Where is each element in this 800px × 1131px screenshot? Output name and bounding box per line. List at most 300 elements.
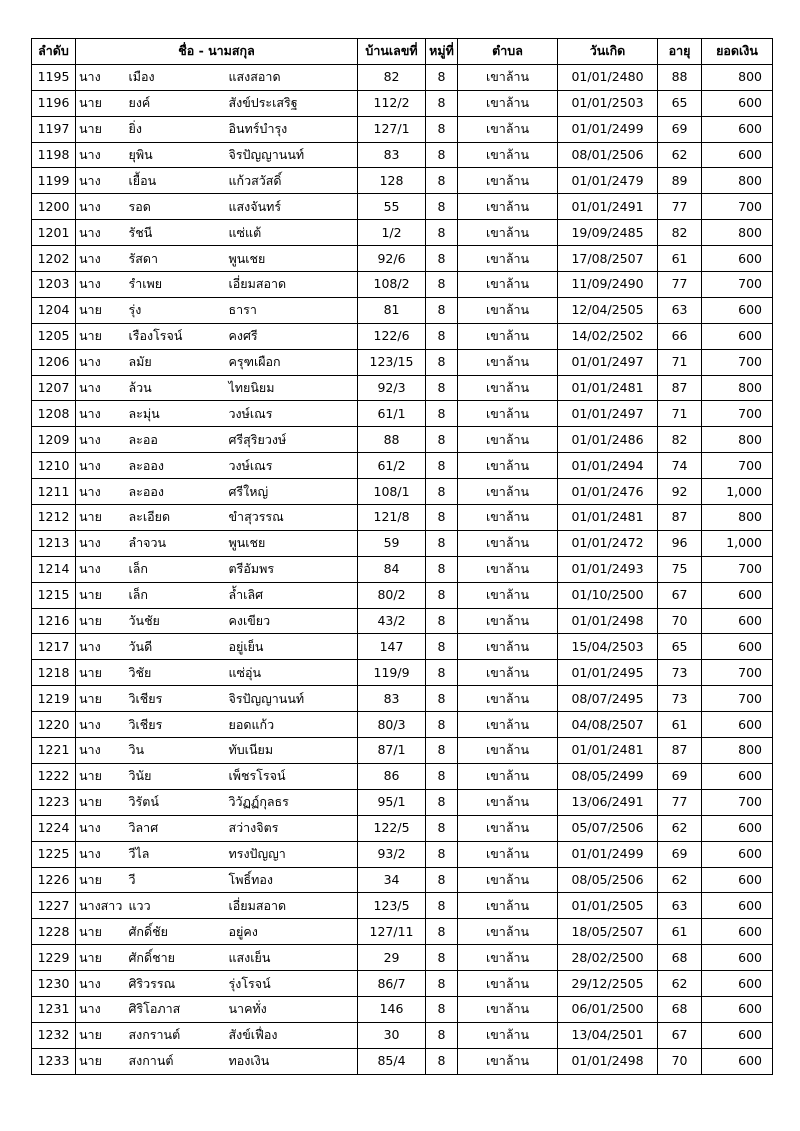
cell-tambon: เขาล้าน (458, 945, 558, 971)
cell-house-no: 59 (358, 530, 426, 556)
cell-age: 63 (658, 297, 702, 323)
cell-last-name: โพธิ์ทอง (226, 867, 358, 893)
cell-tambon: เขาล้าน (458, 763, 558, 789)
cell-last-name: ธารา (226, 297, 358, 323)
cell-first-name: วิเชียร (126, 712, 226, 738)
cell-last-name: แซ่อุ่น (226, 660, 358, 686)
cell-title: นาง (76, 246, 126, 272)
cell-title: นาย (76, 116, 126, 142)
cell-amount: 800 (702, 168, 773, 194)
cell-no: 1224 (32, 815, 76, 841)
cell-no: 1202 (32, 246, 76, 272)
cell-amount: 700 (702, 194, 773, 220)
cell-no: 1196 (32, 90, 76, 116)
cell-no: 1219 (32, 686, 76, 712)
cell-amount: 600 (702, 90, 773, 116)
cell-tambon: เขาล้าน (458, 971, 558, 997)
cell-house-no: 112/2 (358, 90, 426, 116)
cell-first-name: รัสดา (126, 246, 226, 272)
table-row (32, 686, 773, 712)
cell-title: นาง (76, 841, 126, 867)
table-row (32, 64, 773, 90)
cell-title: นาง (76, 349, 126, 375)
cell-last-name: แสงสอาด (226, 64, 358, 90)
cell-tambon: เขาล้าน (458, 220, 558, 246)
cell-birthdate: 29/12/2505 (558, 971, 658, 997)
cell-house-no: 84 (358, 556, 426, 582)
cell-amount: 1,000 (702, 530, 773, 556)
table-row (32, 1048, 773, 1074)
cell-tambon: เขาล้าน (458, 479, 558, 505)
cell-birthdate: 01/01/2479 (558, 168, 658, 194)
cell-age: 70 (658, 1048, 702, 1074)
cell-first-name: เล็ก (126, 582, 226, 608)
cell-birthdate: 05/07/2506 (558, 815, 658, 841)
cell-house-no: 30 (358, 1022, 426, 1048)
cell-first-name: ศักดิ์ชาย (126, 945, 226, 971)
header-age: อายุ (658, 39, 702, 65)
cell-first-name: วีไล (126, 841, 226, 867)
cell-moo: 8 (426, 349, 458, 375)
cell-no: 1201 (32, 220, 76, 246)
cell-moo: 8 (426, 556, 458, 582)
cell-no: 1199 (32, 168, 76, 194)
cell-birthdate: 01/01/2497 (558, 349, 658, 375)
cell-no: 1227 (32, 893, 76, 919)
cell-no: 1206 (32, 349, 76, 375)
cell-first-name: ศิริวรรณ (126, 971, 226, 997)
cell-tambon: เขาล้าน (458, 686, 558, 712)
cell-house-no: 93/2 (358, 841, 426, 867)
cell-amount: 700 (702, 789, 773, 815)
cell-first-name: ยงค์ (126, 90, 226, 116)
cell-age: 67 (658, 582, 702, 608)
cell-birthdate: 08/07/2495 (558, 686, 658, 712)
cell-tambon: เขาล้าน (458, 919, 558, 945)
table-row (32, 427, 773, 453)
cell-first-name: วิชัย (126, 660, 226, 686)
cell-tambon: เขาล้าน (458, 815, 558, 841)
cell-birthdate: 19/09/2485 (558, 220, 658, 246)
cell-house-no: 108/1 (358, 479, 426, 505)
cell-title: นาง (76, 815, 126, 841)
cell-age: 82 (658, 220, 702, 246)
table-row (32, 996, 773, 1022)
cell-house-no: 123/5 (358, 893, 426, 919)
cell-moo: 8 (426, 64, 458, 90)
cell-title: นาง (76, 64, 126, 90)
cell-house-no: 121/8 (358, 505, 426, 531)
cell-age: 61 (658, 712, 702, 738)
cell-birthdate: 08/01/2506 (558, 142, 658, 168)
cell-tambon: เขาล้าน (458, 738, 558, 764)
cell-first-name: เมือง (126, 64, 226, 90)
cell-title: นาย (76, 1048, 126, 1074)
cell-last-name: รุ่งโรจน์ (226, 971, 358, 997)
cell-house-no: 127/11 (358, 919, 426, 945)
cell-tambon: เขาล้าน (458, 582, 558, 608)
cell-age: 87 (658, 375, 702, 401)
cell-title: นาย (76, 686, 126, 712)
cell-amount: 600 (702, 919, 773, 945)
header-tambon: ตำบล (458, 39, 558, 65)
cell-moo: 8 (426, 220, 458, 246)
table-row (32, 90, 773, 116)
cell-moo: 8 (426, 142, 458, 168)
cell-first-name: วันดี (126, 634, 226, 660)
cell-tambon: เขาล้าน (458, 168, 558, 194)
cell-amount: 600 (702, 867, 773, 893)
header-house-no: บ้านเลขที่ (358, 39, 426, 65)
cell-title: นาย (76, 90, 126, 116)
cell-age: 62 (658, 867, 702, 893)
cell-moo: 8 (426, 168, 458, 194)
cell-last-name: ทรงปัญญา (226, 841, 358, 867)
table-row (32, 297, 773, 323)
cell-no: 1232 (32, 1022, 76, 1048)
cell-amount: 600 (702, 634, 773, 660)
cell-first-name: เรืองโรจน์ (126, 323, 226, 349)
cell-birthdate: 28/02/2500 (558, 945, 658, 971)
cell-birthdate: 01/10/2500 (558, 582, 658, 608)
header-row (32, 39, 773, 65)
cell-amount: 800 (702, 738, 773, 764)
cell-age: 88 (658, 64, 702, 90)
elderly-allowance-table (31, 38, 773, 1075)
cell-last-name: แก้วสวัสดิ์ (226, 168, 358, 194)
cell-house-no: 43/2 (358, 608, 426, 634)
cell-moo: 8 (426, 893, 458, 919)
table-row (32, 1022, 773, 1048)
cell-last-name: พูนเชย (226, 246, 358, 272)
cell-house-no: 83 (358, 686, 426, 712)
table-row (32, 142, 773, 168)
table-row (32, 789, 773, 815)
cell-last-name: อยู่คง (226, 919, 358, 945)
table-row (32, 530, 773, 556)
cell-last-name: แสงเย็น (226, 945, 358, 971)
table-row (32, 556, 773, 582)
cell-age: 61 (658, 919, 702, 945)
cell-first-name: วิเชียร (126, 686, 226, 712)
cell-first-name: วินัย (126, 763, 226, 789)
cell-title: นาง (76, 971, 126, 997)
cell-no: 1211 (32, 479, 76, 505)
cell-house-no: 92/3 (358, 375, 426, 401)
cell-first-name: รุ่ง (126, 297, 226, 323)
cell-house-no: 147 (358, 634, 426, 660)
cell-age: 89 (658, 168, 702, 194)
cell-tambon: เขาล้าน (458, 712, 558, 738)
cell-age: 62 (658, 971, 702, 997)
header-amount: ยอดเงิน (702, 39, 773, 65)
cell-last-name: อินทร์บำรุง (226, 116, 358, 142)
table-row (32, 608, 773, 634)
cell-moo: 8 (426, 375, 458, 401)
cell-first-name: แวว (126, 893, 226, 919)
table-row (32, 841, 773, 867)
table-row (32, 815, 773, 841)
cell-last-name: วงษ์เณร (226, 401, 358, 427)
cell-birthdate: 01/01/2480 (558, 64, 658, 90)
cell-no: 1198 (32, 142, 76, 168)
cell-birthdate: 01/01/2503 (558, 90, 658, 116)
cell-house-no: 85/4 (358, 1048, 426, 1074)
cell-title: นาย (76, 789, 126, 815)
cell-age: 62 (658, 815, 702, 841)
cell-first-name: รำเพย (126, 272, 226, 298)
table-row (32, 453, 773, 479)
cell-age: 77 (658, 789, 702, 815)
table-row (32, 738, 773, 764)
cell-title: นาง (76, 996, 126, 1022)
cell-no: 1225 (32, 841, 76, 867)
cell-amount: 700 (702, 401, 773, 427)
cell-amount: 600 (702, 297, 773, 323)
cell-amount: 700 (702, 272, 773, 298)
cell-birthdate: 01/01/2486 (558, 427, 658, 453)
cell-last-name: ไทยนิยม (226, 375, 358, 401)
cell-last-name: สังข์เฟื่อง (226, 1022, 358, 1048)
table-row (32, 660, 773, 686)
cell-last-name: คงเขียว (226, 608, 358, 634)
cell-house-no: 55 (358, 194, 426, 220)
cell-tambon: เขาล้าน (458, 375, 558, 401)
cell-no: 1220 (32, 712, 76, 738)
cell-moo: 8 (426, 660, 458, 686)
cell-age: 67 (658, 1022, 702, 1048)
cell-moo: 8 (426, 582, 458, 608)
cell-birthdate: 01/01/2481 (558, 505, 658, 531)
table-row (32, 763, 773, 789)
cell-amount: 700 (702, 660, 773, 686)
cell-age: 69 (658, 763, 702, 789)
cell-title: นาย (76, 608, 126, 634)
cell-first-name: วิลาศ (126, 815, 226, 841)
cell-moo: 8 (426, 90, 458, 116)
cell-house-no: 127/1 (358, 116, 426, 142)
cell-no: 1226 (32, 867, 76, 893)
cell-house-no: 61/1 (358, 401, 426, 427)
cell-birthdate: 01/01/2481 (558, 375, 658, 401)
cell-last-name: นาคทั่ง (226, 996, 358, 1022)
cell-amount: 800 (702, 427, 773, 453)
cell-last-name: ตรีอัมพร (226, 556, 358, 582)
cell-first-name: วี (126, 867, 226, 893)
cell-moo: 8 (426, 971, 458, 997)
table-row (32, 246, 773, 272)
table-row (32, 479, 773, 505)
cell-moo: 8 (426, 608, 458, 634)
cell-no: 1222 (32, 763, 76, 789)
cell-title: นาง (76, 530, 126, 556)
cell-title: นาง (76, 194, 126, 220)
cell-house-no: 82 (358, 64, 426, 90)
cell-birthdate: 01/01/2493 (558, 556, 658, 582)
cell-house-no: 122/6 (358, 323, 426, 349)
cell-birthdate: 15/04/2503 (558, 634, 658, 660)
cell-title: นาง (76, 401, 126, 427)
cell-house-no: 86 (358, 763, 426, 789)
cell-last-name: ครุฑเผือก (226, 349, 358, 375)
cell-tambon: เขาล้าน (458, 297, 558, 323)
cell-house-no: 1/2 (358, 220, 426, 246)
cell-tambon: เขาล้าน (458, 349, 558, 375)
cell-no: 1218 (32, 660, 76, 686)
cell-house-no: 128 (358, 168, 426, 194)
cell-amount: 600 (702, 142, 773, 168)
cell-first-name: รัชนี (126, 220, 226, 246)
cell-amount: 600 (702, 1048, 773, 1074)
cell-title: นาง (76, 453, 126, 479)
cell-tambon: เขาล้าน (458, 194, 558, 220)
cell-first-name: ยิ่ง (126, 116, 226, 142)
cell-house-no: 86/7 (358, 971, 426, 997)
cell-no: 1221 (32, 738, 76, 764)
cell-first-name: สงกรานต์ (126, 1022, 226, 1048)
cell-age: 92 (658, 479, 702, 505)
table-row (32, 505, 773, 531)
cell-amount: 800 (702, 505, 773, 531)
cell-age: 87 (658, 505, 702, 531)
table-row (32, 194, 773, 220)
cell-title: นางสาว (76, 893, 126, 919)
cell-tambon: เขาล้าน (458, 1048, 558, 1074)
cell-birthdate: 01/01/2472 (558, 530, 658, 556)
cell-moo: 8 (426, 194, 458, 220)
cell-last-name: เอี่ยมสอาด (226, 272, 358, 298)
cell-title: นาย (76, 582, 126, 608)
cell-age: 65 (658, 90, 702, 116)
cell-tambon: เขาล้าน (458, 401, 558, 427)
cell-birthdate: 11/09/2490 (558, 272, 658, 298)
cell-last-name: ล้ำเลิศ (226, 582, 358, 608)
cell-amount: 600 (702, 246, 773, 272)
cell-moo: 8 (426, 1048, 458, 1074)
cell-amount: 600 (702, 116, 773, 142)
table-row (32, 712, 773, 738)
cell-first-name: วิน (126, 738, 226, 764)
cell-tambon: เขาล้าน (458, 996, 558, 1022)
table-row (32, 945, 773, 971)
cell-tambon: เขาล้าน (458, 867, 558, 893)
cell-title: นาย (76, 660, 126, 686)
table-row (32, 323, 773, 349)
cell-last-name: ทับเนียม (226, 738, 358, 764)
cell-house-no: 80/3 (358, 712, 426, 738)
cell-birthdate: 01/01/2494 (558, 453, 658, 479)
cell-title: นาย (76, 297, 126, 323)
cell-birthdate: 01/01/2476 (558, 479, 658, 505)
cell-age: 68 (658, 996, 702, 1022)
cell-last-name: เพ็ชรโรจน์ (226, 763, 358, 789)
cell-first-name: ศิริโอภาส (126, 996, 226, 1022)
cell-moo: 8 (426, 272, 458, 298)
cell-moo: 8 (426, 738, 458, 764)
cell-moo: 8 (426, 1022, 458, 1048)
table-row (32, 919, 773, 945)
cell-moo: 8 (426, 919, 458, 945)
cell-age: 96 (658, 530, 702, 556)
cell-amount: 600 (702, 1022, 773, 1048)
cell-no: 1210 (32, 453, 76, 479)
cell-moo: 8 (426, 297, 458, 323)
cell-moo: 8 (426, 116, 458, 142)
cell-tambon: เขาล้าน (458, 64, 558, 90)
cell-amount: 800 (702, 220, 773, 246)
cell-amount: 600 (702, 815, 773, 841)
cell-amount: 600 (702, 323, 773, 349)
cell-first-name: ละมุ่น (126, 401, 226, 427)
cell-no: 1230 (32, 971, 76, 997)
cell-age: 73 (658, 686, 702, 712)
cell-first-name: ลำจวน (126, 530, 226, 556)
cell-amount: 600 (702, 841, 773, 867)
cell-moo: 8 (426, 763, 458, 789)
cell-first-name: ล้วน (126, 375, 226, 401)
cell-last-name: จิรปัญญานนท์ (226, 686, 358, 712)
cell-no: 1204 (32, 297, 76, 323)
cell-amount: 600 (702, 971, 773, 997)
cell-birthdate: 08/05/2499 (558, 763, 658, 789)
cell-birthdate: 06/01/2500 (558, 996, 658, 1022)
cell-moo: 8 (426, 453, 458, 479)
cell-tambon: เขาล้าน (458, 634, 558, 660)
cell-age: 77 (658, 272, 702, 298)
cell-birthdate: 01/01/2499 (558, 841, 658, 867)
cell-last-name: สว่างจิตร (226, 815, 358, 841)
cell-moo: 8 (426, 712, 458, 738)
cell-tambon: เขาล้าน (458, 453, 558, 479)
cell-title: นาง (76, 738, 126, 764)
cell-birthdate: 04/08/2507 (558, 712, 658, 738)
cell-amount: 600 (702, 763, 773, 789)
cell-amount: 800 (702, 64, 773, 90)
cell-amount: 600 (702, 608, 773, 634)
cell-last-name: ขำสุวรรณ (226, 505, 358, 531)
cell-amount: 600 (702, 582, 773, 608)
cell-age: 63 (658, 893, 702, 919)
cell-first-name: ศักดิ์ชัย (126, 919, 226, 945)
table-row (32, 867, 773, 893)
cell-birthdate: 14/02/2502 (558, 323, 658, 349)
cell-tambon: เขาล้าน (458, 246, 558, 272)
cell-no: 1216 (32, 608, 76, 634)
cell-no: 1229 (32, 945, 76, 971)
cell-last-name: วิวัฏฏ์กุลธร (226, 789, 358, 815)
cell-moo: 8 (426, 841, 458, 867)
cell-birthdate: 01/01/2505 (558, 893, 658, 919)
cell-house-no: 80/2 (358, 582, 426, 608)
cell-tambon: เขาล้าน (458, 660, 558, 686)
cell-no: 1203 (32, 272, 76, 298)
cell-tambon: เขาล้าน (458, 893, 558, 919)
cell-title: นาง (76, 634, 126, 660)
cell-age: 69 (658, 116, 702, 142)
cell-birthdate: 01/01/2495 (558, 660, 658, 686)
cell-last-name: พูนเชย (226, 530, 358, 556)
cell-first-name: วิรัตน์ (126, 789, 226, 815)
cell-birthdate: 13/06/2491 (558, 789, 658, 815)
cell-tambon: เขาล้าน (458, 323, 558, 349)
cell-no: 1207 (32, 375, 76, 401)
cell-no: 1233 (32, 1048, 76, 1074)
cell-house-no: 81 (358, 297, 426, 323)
cell-title: นาง (76, 272, 126, 298)
cell-title: นาย (76, 945, 126, 971)
cell-moo: 8 (426, 530, 458, 556)
cell-amount: 1,000 (702, 479, 773, 505)
